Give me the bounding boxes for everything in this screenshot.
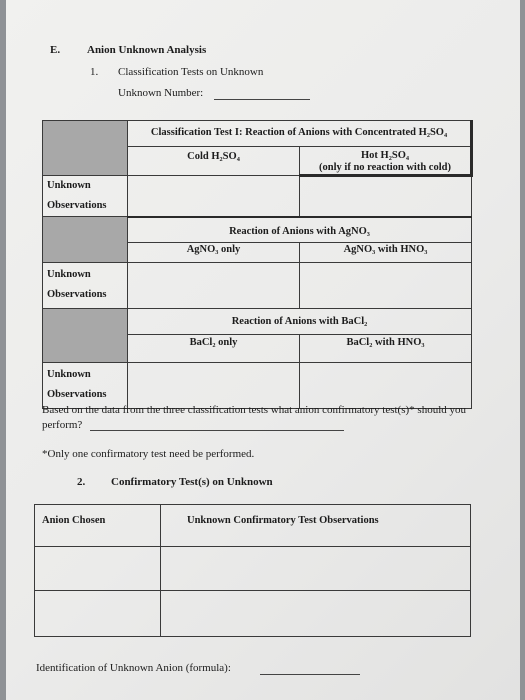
footnote: *Only one confirmatory test need be performed. [42,448,255,460]
gray-cell [43,217,128,263]
test1-col1-header: Cold H₂SO₄ [128,147,300,176]
observations-cell[interactable] [161,591,471,637]
obs-cold-h2so4[interactable] [128,176,300,217]
section2-number: 2. [77,476,86,488]
row-label-line1: Unknown [47,269,91,280]
observations-header: Unknown Confirmatory Test Observations [161,505,471,547]
identification-label: Identification of Unknown Anion (formula): [36,662,231,674]
question-line1: Based on the data from the three classification tests what anion confirmatory test(s)* should you [42,404,466,416]
test3-title: Reaction of Anions with BaCl₂ [128,309,472,335]
item-number: 1. [90,66,99,78]
anion-chosen-header: Anion Chosen [35,505,161,547]
question-line2: perform? [42,419,83,431]
worksheet-page [6,0,520,700]
section2-title: Confirmatory Test(s) on Unknown [111,476,273,488]
test2-col1-header: AgNO₃ only [128,243,300,263]
row-label-3 [43,363,128,409]
test3-col1-header: BaCl₂ only [128,335,300,363]
test1-title: Classification Test I: Reaction of Anions with Concentrated H₂SO₄ [128,121,472,147]
test3-col2-header: BaCl₂ with HNO₃ [300,335,472,363]
test1-col2-line2: (only if no reaction with cold) [319,162,451,173]
test2-title: Reaction of Anions with AgNO₃ [128,217,472,243]
row-label-2 [43,263,128,309]
item-title: Classification Tests on Unknown [118,66,264,78]
classification-table [42,120,473,409]
anion-chosen-cell[interactable] [35,591,161,637]
row-label-line1: Unknown [47,369,91,380]
obs-bacl2-only[interactable] [128,363,300,409]
observations-cell[interactable] [161,547,471,591]
row-label-line1: Unknown [47,180,91,191]
answer-blank[interactable] [90,430,344,431]
obs-hot-h2so4[interactable] [300,176,472,217]
gray-cell [43,121,128,176]
obs-agno3-only[interactable] [128,263,300,309]
section-title: Anion Unknown Analysis [87,44,207,56]
obs-bacl2-hno3[interactable] [300,363,472,409]
row-label-1 [43,176,128,217]
gray-cell [43,309,128,363]
row-label-line2: Observations [47,389,107,400]
test1-col2-header [300,147,472,176]
confirmatory-table [34,504,471,637]
unknown-number-label: Unknown Number: [118,87,204,99]
section-letter: E. [50,44,61,56]
test2-col2-header: AgNO₃ with HNO₃ [300,243,472,263]
anion-chosen-cell[interactable] [35,547,161,591]
unknown-number-blank[interactable] [214,99,310,100]
row-label-line2: Observations [47,200,107,211]
identification-blank[interactable] [260,674,360,675]
row-label-line2: Observations [47,289,107,300]
test1-col2-line1: Hot H₂SO₄ [361,150,410,161]
obs-agno3-hno3[interactable] [300,263,472,309]
